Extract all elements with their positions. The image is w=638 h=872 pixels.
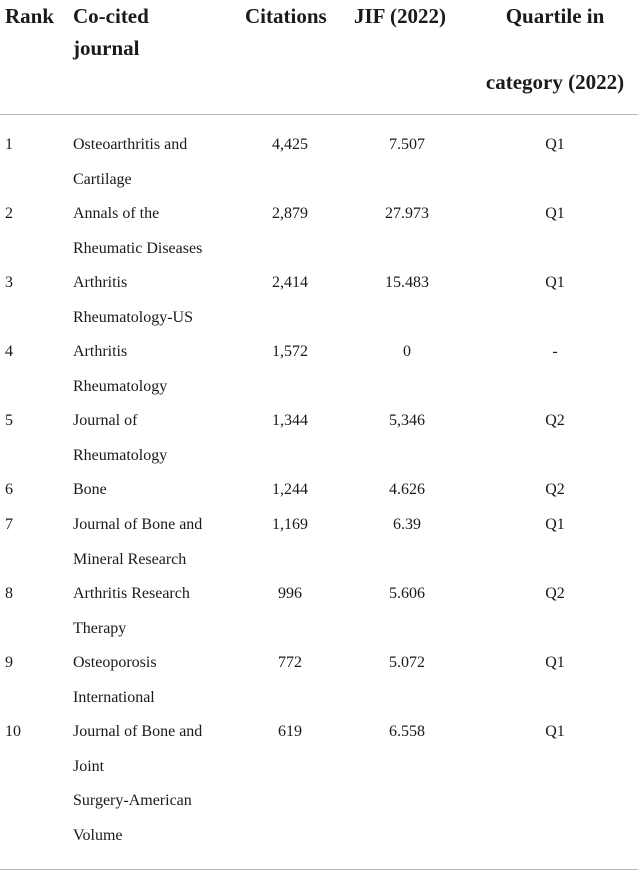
header-rank: Rank — [5, 4, 55, 28]
header-quartile-line1: Quartile in — [505, 4, 605, 28]
rank-cell: 4 — [5, 343, 13, 360]
journal-name-line: Rheumatology — [73, 377, 168, 395]
quartile-cell: Q1 — [545, 136, 565, 153]
journal-name-line: Rheumatology-US — [73, 308, 193, 326]
citations-cell: 1,572 — [272, 343, 308, 360]
journal-name-line: Surgery-American — [73, 792, 192, 809]
journal-name-line: Arthritis Research — [73, 585, 190, 602]
journal-name-line: Joint — [73, 757, 105, 775]
journal-cell — [73, 577, 243, 646]
citations-cell: 4,425 — [272, 136, 308, 153]
journal-name-line: Osteoarthritis and — [73, 136, 188, 153]
journal-name-line: International — [73, 688, 155, 706]
journal-cell — [73, 508, 243, 577]
header-journal-line2: journal — [73, 36, 140, 60]
rank-cell: 3 — [5, 274, 13, 291]
jif-cell: 6.39 — [393, 516, 421, 533]
header-rule — [0, 114, 638, 115]
journal-cell — [73, 128, 243, 197]
rank-cell: 9 — [5, 654, 13, 671]
header-citations: Citations — [245, 4, 327, 28]
journal-cell — [73, 715, 243, 853]
quartile-cell: Q1 — [545, 516, 565, 533]
quartile-cell: Q1 — [545, 274, 565, 291]
citations-cell: 1,344 — [272, 412, 308, 429]
jif-cell: 5,346 — [389, 412, 425, 429]
journal-name-line: Journal of — [73, 412, 138, 429]
journal-name-line: Rheumatology — [73, 446, 168, 464]
header-quartile-line2: category (2022) — [485, 70, 625, 94]
journal-name-line: Journal of Bone and — [73, 723, 203, 740]
citations-cell: 619 — [278, 723, 302, 740]
rank-cell: 5 — [5, 412, 13, 429]
jif-cell: 6.558 — [389, 723, 425, 740]
quartile-cell: Q2 — [545, 412, 565, 429]
journal-name-line: Annals of the — [73, 205, 160, 222]
quartile-cell: - — [552, 343, 558, 360]
bottom-rule — [0, 869, 638, 870]
journal-cell — [73, 473, 243, 508]
rank-cell: 7 — [5, 516, 13, 533]
citations-cell: 1,169 — [272, 516, 308, 533]
journal-cell — [73, 197, 243, 266]
journal-name-line: Cartilage — [73, 170, 132, 188]
citations-cell: 1,244 — [272, 481, 308, 498]
jif-cell: 5.072 — [389, 654, 425, 671]
journal-name-line: Arthritis — [73, 343, 128, 360]
rank-cell: 10 — [5, 723, 21, 740]
quartile-cell: Q1 — [545, 205, 565, 222]
journal-cell — [73, 266, 243, 335]
jif-cell: 15.483 — [385, 274, 429, 291]
rank-cell: 6 — [5, 481, 13, 498]
jif-cell: 5.606 — [389, 585, 425, 602]
journal-name-line: Osteoporosis — [73, 654, 157, 671]
journal-cell — [73, 335, 243, 404]
header-journal-line1: Co-cited — [73, 4, 149, 28]
journal-cell — [73, 404, 243, 473]
jif-cell: 0 — [403, 343, 411, 360]
header-quartile — [472, 0, 638, 98]
header-journal — [73, 0, 233, 64]
journal-name-line: Rheumatic Diseases — [73, 239, 203, 257]
journal-name-line: Journal of Bone and — [73, 516, 203, 533]
journal-name-line: Bone — [73, 481, 107, 498]
quartile-cell: Q2 — [545, 481, 565, 498]
citations-cell: 2,414 — [272, 274, 308, 291]
rank-cell: 1 — [5, 136, 13, 153]
citations-cell: 2,879 — [272, 205, 308, 222]
jif-cell: 7.507 — [389, 136, 425, 153]
journal-name-line: Mineral Research — [73, 550, 187, 568]
quartile-cell: Q1 — [545, 654, 565, 671]
rank-cell: 2 — [5, 205, 13, 222]
quartile-cell: Q1 — [545, 723, 565, 740]
citations-cell: 996 — [278, 585, 302, 602]
rank-cell: 8 — [5, 585, 13, 602]
journal-cell — [73, 646, 243, 715]
journal-name-line: Arthritis — [73, 274, 128, 291]
quartile-cell: Q2 — [545, 585, 565, 602]
header-jif: JIF (2022) — [354, 4, 446, 28]
jif-cell: 4.626 — [389, 481, 425, 498]
journal-name-line: Therapy — [73, 619, 127, 637]
journal-name-line: Volume — [73, 826, 123, 844]
jif-cell: 27.973 — [385, 205, 429, 222]
citations-cell: 772 — [278, 654, 302, 671]
